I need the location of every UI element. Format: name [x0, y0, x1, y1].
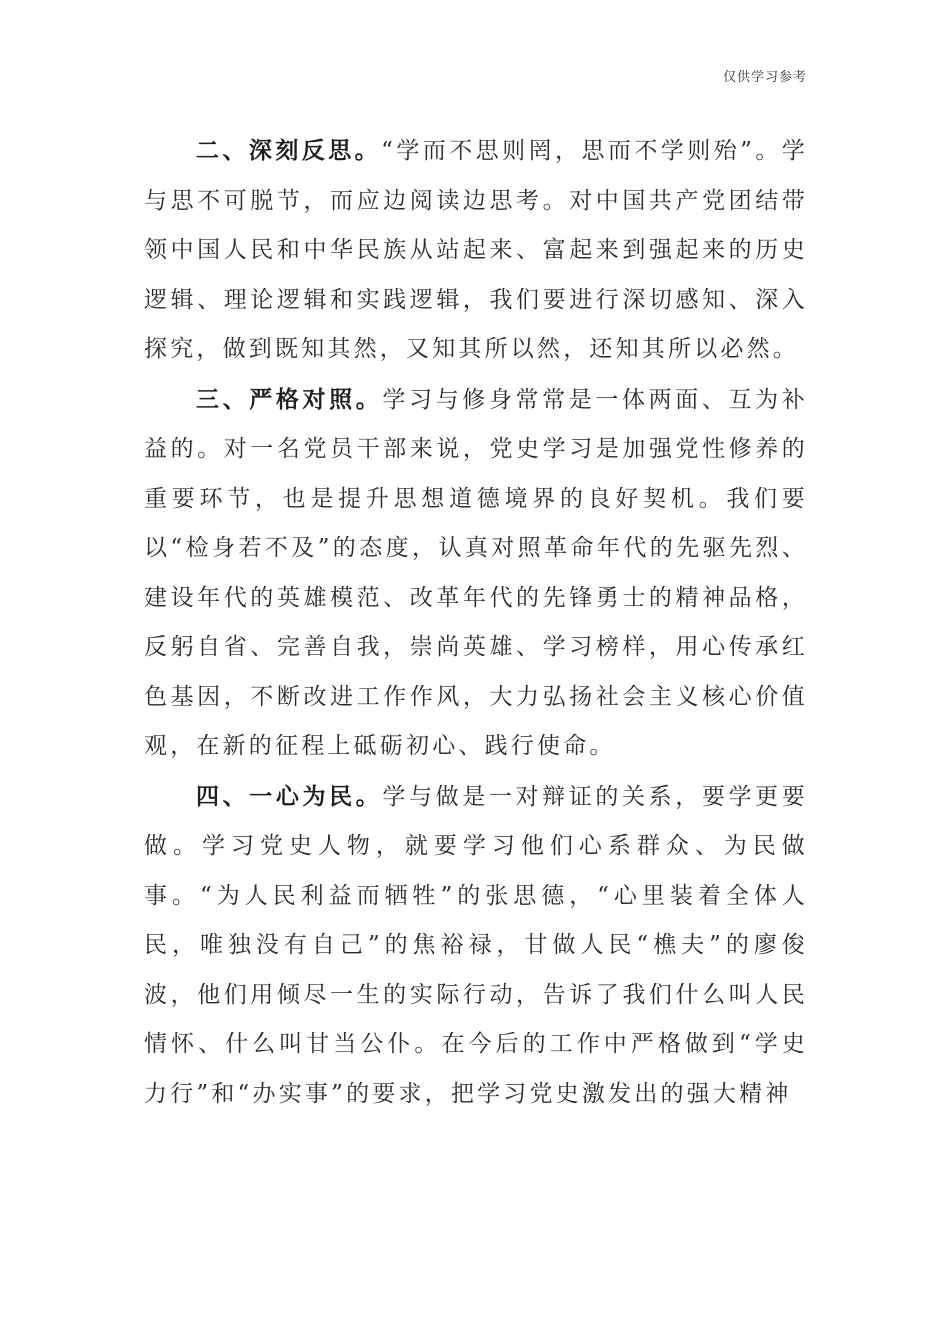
paragraph-deep-reflection — [144, 126, 808, 375]
paragraph-heading: 四、一心为民。 — [196, 782, 383, 810]
paragraph-strict-comparison — [144, 375, 808, 772]
paragraph-text: 学与做是一对辩证的关系，要学更要做。学习党史人物，就要学习他们心系群众、为民做事。“为人民利益而牺牲”的张思德，“心里装着全体人民，唯独没有自己”的焦裕禄，甘做人民“樵夫”的廖俊波，他们用倾尽一生的实际行动，告诉了我们什么叫人民情怀、什么叫甘当公仆。在今后的工作中严格做到“学史力行”和“办实事”的要求，把学习党史激发出的强大精神 — [144, 783, 808, 1107]
paragraph-text: 学习与修身常常是一体两面、互为补益的。对一名党员干部来说，党史学习是加强党性修养的重要环节，也是提升思想道德境界的良好契机。我们要以“检身若不及”的态度，认真对照革命年代的先驱先烈、建设年代的英雄模范、改革年代的先锋勇士的精神品格，反躬自省、完善自我，崇尚英雄、学习榜样，用心传承红色基因，不断改进工作作风，大力弘扬社会主义核心价值观，在新的征程上砥砺初心、践行使命。 — [144, 386, 808, 759]
page-header: 仅供学习参考 — [722, 70, 807, 85]
paragraph-heading: 三、严格对照。 — [196, 385, 383, 413]
document-body — [144, 126, 808, 1119]
paragraph-text: “学而不思则罔，思而不学则殆”。学与思不可脱节，而应边阅读边思考。对中国共产党团结带领中国人民和中华民族从站起来、富起来到强起来的历史逻辑、理论逻辑和实践逻辑，我们要进行深切感知、深入探究，做到既知其然，又知其所以然，还知其所以必然。 — [144, 138, 809, 362]
paragraph-heading: 二、深刻反思。 — [196, 137, 382, 164]
paragraph-serve-people — [144, 772, 808, 1120]
